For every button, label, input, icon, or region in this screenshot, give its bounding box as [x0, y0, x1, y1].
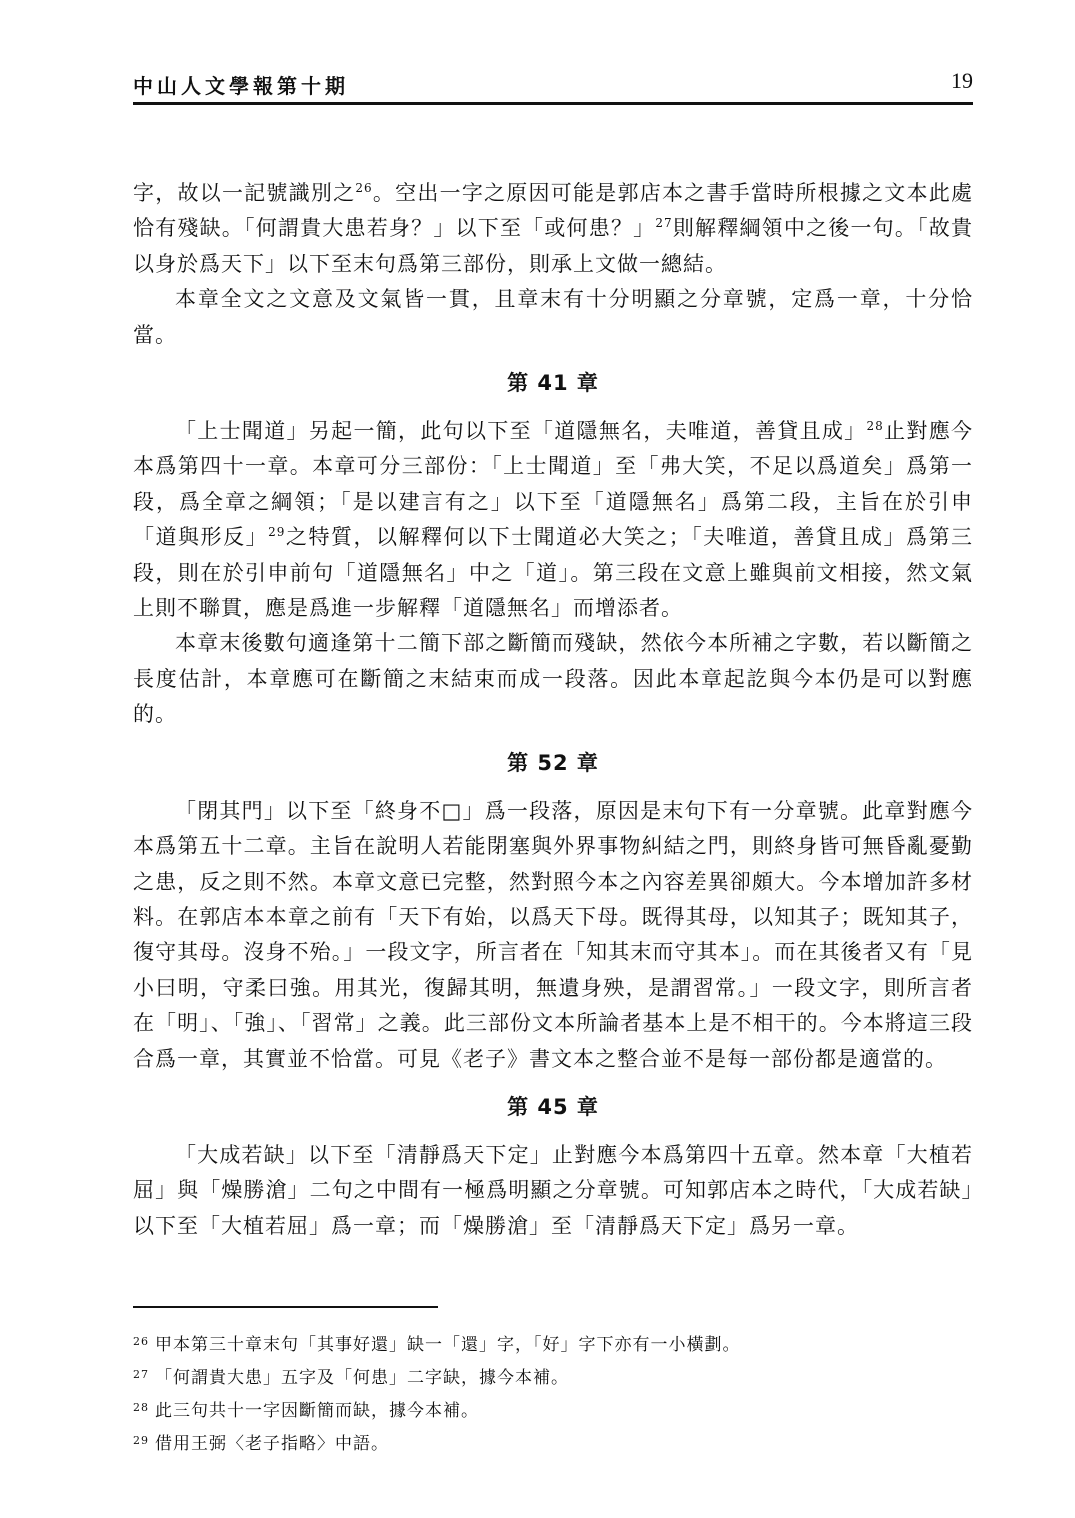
running-head [133, 64, 973, 104]
footnote-mark: 27 [133, 1368, 149, 1381]
footnote-mark: 29 [133, 1434, 149, 1447]
footnote-text: 借用王弼〈老子指略〉中語。 [155, 1434, 389, 1454]
footnote-ref-26[interactable]: 26 [355, 181, 373, 195]
paragraph-1-part-b: 。空出一字之原因可能是郭店本之書手當時所根據之文本此處恰有殘缺。「何謂貴大患若身？」以下至「或何患？」 [133, 181, 974, 241]
paragraph-1-part-a: 字，故以一記號識別之 [133, 181, 356, 205]
footnotes [133, 1328, 973, 1460]
paragraph-3 [133, 414, 973, 626]
header-rule [133, 102, 973, 105]
paragraph-3-part-b: 止對應今本爲第四十一章。本章可分三部份：「上士聞道」至「弗大笑，不足以爲道矣」爲第一段，爲全章之綱領；「是以建言有之」以下至「道隱無名」爲第二段，主旨在於引申「道與形反」 [133, 419, 974, 550]
footnote-ref-29[interactable]: 29 [268, 525, 286, 540]
footnote-ref-27[interactable]: 27 [655, 216, 673, 231]
footnote-rule [133, 1306, 438, 1308]
footnote-mark: 28 [133, 1401, 149, 1414]
paragraph-3-part-a: 「上士聞道」另起一簡，此句以下至「道隱無名，夫唯道，善貸且成」 [175, 419, 867, 444]
chapter-heading-52: 第 52 章 [507, 750, 599, 775]
body-text [133, 176, 973, 1244]
paragraph-5: 「閉其門」以下至「終身不□」爲一段落，原因是末句下有一分章號。此章對應今本爲第五十二章。主旨在說明人若能閉塞與外界事物糾結之門，則終身皆可無昏亂憂勤之患，反之則不然。本章文意已完整，然對照今本之內容差異卻頗大。今本增加許多材料。在郭店本本章之前有「天下有始，以爲天下母。既得其母，以知其子；既知其子，復守其母。沒身不殆。」一段文字，所言者在「知其末而守其本」。而在其後者又有「見小曰明，守柔曰強。用其光，復歸其明，無遺身殃，是謂習常。」一段文字，則所言者在「明」、「強」、「習常」之義。此三部份文本所論者基本上是不相干的。今本將這三段合爲一章，其實並不恰當。可見《老子》書文本之整合並不是每一部份都是適當的。 [133, 798, 973, 1071]
paragraph-2: 本章全文之文意及文氣皆一貫，且章末有十分明顯之分章號，定爲一章，十分恰當。 [133, 287, 973, 347]
paragraph-4: 本章末後數句適逢第十二簡下部之斷簡而殘缺，然依今本所補之字數，若以斷簡之長度估計，本章應可在斷簡之末結束而成一段落。因此本章起訖與今本仍是可以對應的。 [133, 631, 973, 727]
chapter-heading-41: 第 41 章 [507, 371, 599, 396]
footnote-text: 甲本第三十章末句「其事好還」缺一「還」字，「好」字下亦有一小橫劃。 [155, 1335, 741, 1355]
footnote-ref-28[interactable]: 28 [866, 419, 884, 434]
page-number: 19 [951, 68, 973, 93]
chapter-heading-45: 第 45 章 [507, 1094, 599, 1119]
paragraph-3-part-c: 之特質，以解釋何以下士聞道必大笑之；「夫唯道，善貸且成」爲第三段，則在於引申前句「道隱無名」中之「道」。第三段在文意上雖與前文相接，然文氣上則不聯貫，應是爲進一步解釋「道隱無名」而增添者。 [133, 525, 974, 621]
paragraph-1-part-c: 則解釋綱領中之後一句。「故貴以身於爲天下」以下至末句爲第三部份，則承上文做一總結。 [133, 216, 973, 276]
footnote-text: 「何謂貴大患」五字及「何患」二字缺，據今本補。 [155, 1368, 569, 1388]
paragraph-6: 「大成若缺」以下至「清靜爲天下定」止對應今本爲第四十五章。然本章「大植若屈」與「燥勝滄」二句之中間有一極爲明顯之分章號。可知郭店本之時代，「大成若缺」以下至「大植若屈」爲一章；而「燥勝滄」至「清靜爲天下定」爲另一章。 [133, 1142, 973, 1238]
footnote-mark: 26 [133, 1335, 149, 1348]
footnote-28 [133, 1394, 973, 1425]
journal-title: 中山人文學報第十期 [133, 74, 349, 98]
footnote-29 [133, 1427, 973, 1458]
footnote-text: 此三句共十一字因斷簡而缺，據今本補。 [155, 1401, 479, 1421]
paragraph-1 [133, 176, 973, 282]
footnote-26 [133, 1328, 973, 1359]
footnote-27 [133, 1361, 973, 1392]
